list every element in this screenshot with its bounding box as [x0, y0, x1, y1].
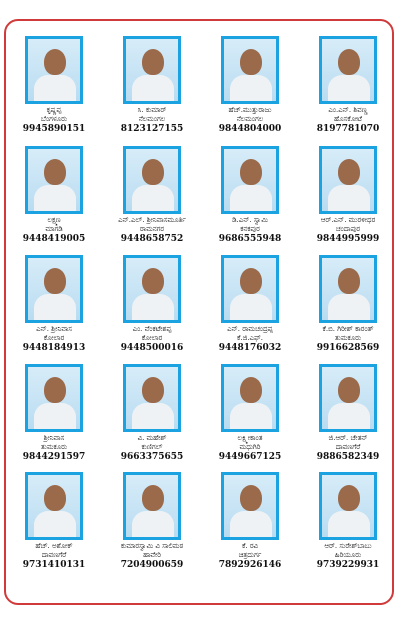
person-place: ಹಾವೇರಿ: [143, 551, 161, 559]
person-phone: 9916628569: [316, 343, 380, 353]
person-place: ಮಧುಗಿರಿ: [239, 443, 261, 451]
profile-card: [302, 36, 394, 135]
profile-photo: [25, 472, 83, 540]
profile-photo: [221, 36, 279, 104]
profile-card: [302, 472, 394, 571]
profile-photo: [221, 255, 279, 323]
person-phone: 9448419005: [22, 234, 86, 244]
person-place: ನೆಲಮಂಗಲ: [138, 115, 166, 123]
person-phone: 7204900659: [120, 560, 184, 570]
person-phone: 9945890151: [22, 124, 86, 134]
person-phone: 9686555948: [218, 234, 282, 244]
person-head-shape: [44, 159, 66, 185]
profile-card: [204, 146, 296, 245]
person-phone: 9448184913: [22, 343, 86, 353]
profile-photo: [319, 146, 377, 214]
person-place: ಮಾಗಡಿ: [45, 225, 63, 233]
person-shirt-shape: [34, 294, 76, 323]
person-name: ಆರ್.ಎನ್. ಮುರಳೀಧರ: [320, 216, 376, 224]
person-name: ಲಕ್ಷ್ಮೀಕಾಂತ: [237, 434, 263, 442]
profile-photo: [221, 364, 279, 432]
person-phone: 9844804000: [218, 124, 282, 134]
person-shirt-shape: [230, 403, 272, 432]
person-shirt-shape: [328, 511, 370, 540]
person-place: ಕೆ.ಜಿ.ಎಫ್.: [236, 334, 264, 342]
person-shirt-shape: [230, 511, 272, 540]
person-phone: 9739229931: [316, 560, 380, 570]
profile-card: [106, 472, 198, 571]
profile-photo: [319, 36, 377, 104]
person-phone: 9448176032: [218, 343, 282, 353]
person-head-shape: [44, 268, 66, 294]
profile-photo: [123, 364, 181, 432]
person-name: ವಿ. ಮಹೇಶ್: [137, 434, 167, 442]
person-place: ಹಿರಿಯೂರು: [334, 551, 362, 559]
profile-photo: [221, 472, 279, 540]
person-name: ಕುಮಾರಸ್ವಾಮಿ ವಿ ಸಾಲಿಮಠ: [120, 542, 184, 550]
person-name: ಎನ್.ಎಲ್. ಶ್ರೀನಿವಾಸಮೂರ್ತಿ: [118, 216, 186, 224]
person-head-shape: [240, 49, 262, 75]
person-place: ದಾವಣಗೆರೆ: [335, 443, 361, 451]
profile-photo: [25, 255, 83, 323]
person-head-shape: [44, 485, 66, 511]
person-phone: 9448500016: [120, 343, 184, 353]
person-shirt-shape: [132, 75, 174, 104]
person-name: ಹೆಚ್.ಮುತ್ತುರಾಜು: [228, 106, 272, 114]
person-phone: 9663375655: [120, 452, 184, 462]
profile-photo: [319, 364, 377, 432]
person-shirt-shape: [34, 185, 76, 214]
person-name: ಜಿ.ಆರ್. ಚೇತನ್: [328, 434, 368, 442]
person-phone: 7892926146: [218, 560, 282, 570]
person-name: ಸಿ. ಕುಮಾರ್: [137, 106, 167, 114]
person-name: ಹೆಚ್. ಅಶೋಕ್: [35, 542, 73, 550]
profile-card: [204, 364, 296, 463]
person-shirt-shape: [132, 294, 174, 323]
person-shirt-shape: [230, 294, 272, 323]
person-shirt-shape: [34, 75, 76, 104]
profile-card: [8, 146, 100, 245]
person-phone: 9844995999: [316, 234, 380, 244]
person-shirt-shape: [132, 403, 174, 432]
person-phone: 9449667125: [218, 452, 282, 462]
profile-photo: [319, 255, 377, 323]
person-phone: 8197781070: [316, 124, 380, 134]
profile-card: [8, 255, 100, 354]
person-head-shape: [240, 159, 262, 185]
person-name: ಎನ್. ಶ್ರೀನಿವಾಸ: [36, 325, 72, 333]
person-head-shape: [142, 268, 164, 294]
person-phone: 9844291597: [22, 452, 86, 462]
profile-card: [302, 364, 394, 463]
profile-photo: [319, 472, 377, 540]
person-place: ಕುಣಿಗಲ್: [141, 443, 163, 451]
person-head-shape: [142, 159, 164, 185]
person-place: ಬೆಂಗಳೂರು: [40, 115, 68, 123]
profile-card: [204, 472, 296, 571]
profile-card: [204, 255, 296, 354]
profile-card: [106, 364, 198, 463]
person-phone: 9448658752: [120, 234, 184, 244]
person-place: ಹೊಸಕೋಟೆ: [333, 115, 363, 123]
person-head-shape: [240, 268, 262, 294]
person-place: ತುಮಕೂರು: [40, 443, 68, 451]
person-phone: 9731410131: [22, 560, 86, 570]
person-place: ದಾವಣಗೆರೆ: [41, 551, 67, 559]
person-head-shape: [338, 377, 360, 403]
profile-card: [8, 36, 100, 135]
person-head-shape: [44, 377, 66, 403]
person-shirt-shape: [328, 403, 370, 432]
person-head-shape: [338, 268, 360, 294]
person-head-shape: [338, 49, 360, 75]
person-name: ಎಂ.ಎನ್. ಶಿವಣ್ಣ: [328, 106, 368, 114]
person-name: ಕೃಷ್ಣಪ್ಪ: [46, 106, 62, 114]
person-head-shape: [142, 377, 164, 403]
person-shirt-shape: [34, 403, 76, 432]
profile-photo: [123, 146, 181, 214]
person-head-shape: [240, 377, 262, 403]
person-name: ಆರ್. ಸುರೇಶ್‌ಬಾಬು: [324, 542, 372, 550]
person-shirt-shape: [328, 75, 370, 104]
person-phone: 9886582349: [316, 452, 380, 462]
person-name: ಕೆ. ರವಿ: [241, 542, 259, 550]
person-place: ಚಿತ್ರದುರ್ಗ: [238, 551, 262, 559]
profile-card: [302, 146, 394, 245]
person-shirt-shape: [132, 185, 174, 214]
profile-card: [8, 364, 100, 463]
profile-card: [302, 255, 394, 354]
person-shirt-shape: [328, 294, 370, 323]
person-shirt-shape: [230, 185, 272, 214]
person-head-shape: [142, 485, 164, 511]
profile-photo: [221, 146, 279, 214]
person-head-shape: [142, 49, 164, 75]
person-head-shape: [338, 485, 360, 511]
person-shirt-shape: [230, 75, 272, 104]
person-name: ಡಿ.ಎನ್. ಸ್ವಾಮಿ: [232, 216, 268, 224]
profile-photo: [25, 364, 83, 432]
person-place: ರಾಮನಗರ: [139, 225, 165, 233]
person-shirt-shape: [132, 511, 174, 540]
profile-card: [106, 36, 198, 135]
person-shirt-shape: [328, 185, 370, 214]
profile-card: [106, 146, 198, 245]
person-shirt-shape: [34, 511, 76, 540]
person-place: ಕೋಲಾರ: [43, 334, 65, 342]
person-place: ಕನಕಪುರ: [240, 225, 260, 233]
person-name: ಎನ್. ರಾಮಚಂದ್ರಪ್ಪ: [227, 325, 273, 333]
person-name: ಶ್ರೀನಿವಾಸ: [43, 434, 65, 442]
person-name: ಲಕ್ಷ್ಮಣ: [47, 216, 61, 224]
profile-photo: [123, 472, 181, 540]
person-place: ತುಮಕೂರು: [334, 334, 362, 342]
person-head-shape: [338, 159, 360, 185]
person-place: ನೆಲಮಂಗಲ: [236, 115, 264, 123]
person-head-shape: [44, 49, 66, 75]
profile-photo: [123, 255, 181, 323]
person-place: ಕೋಲಾರ: [141, 334, 163, 342]
person-head-shape: [240, 485, 262, 511]
profile-photo: [123, 36, 181, 104]
person-name: ಎಂ. ವೆಂಕಟೇಶಪ್ಪ: [132, 325, 172, 333]
person-name: ಕೆ.ಬಿ. ಗಿರೀಶ್ ಕಾರಂತ್: [322, 325, 374, 333]
profile-card: [106, 255, 198, 354]
person-phone: 8123127155: [120, 124, 184, 134]
profile-card: [8, 472, 100, 571]
profile-photo: [25, 146, 83, 214]
profile-card: [204, 36, 296, 135]
person-place: ಚಂದಾಪುರ: [335, 225, 361, 233]
profile-photo: [25, 36, 83, 104]
